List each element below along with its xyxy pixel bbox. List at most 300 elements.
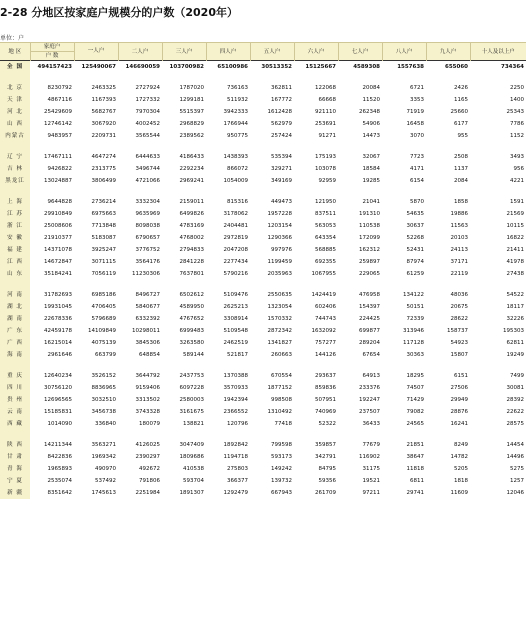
size-5-cell: 667943 bbox=[271, 490, 292, 496]
size-9-cell: 27506 bbox=[450, 385, 468, 391]
size-7-cell: 31175 bbox=[362, 466, 380, 472]
size-6-cell: 643354 bbox=[315, 235, 336, 241]
households-cell: 4867116 bbox=[47, 97, 72, 103]
size-8-cell: 54635 bbox=[406, 211, 424, 217]
region-name: 重 庆 bbox=[0, 370, 30, 382]
size-10-cell: 18117 bbox=[506, 304, 524, 310]
size-2-cell: 9635969 bbox=[135, 211, 160, 217]
size-1-cell: 7056119 bbox=[91, 271, 116, 277]
size-9-cell: 158737 bbox=[447, 328, 468, 334]
size-5-cell: 2035963 bbox=[267, 271, 292, 277]
size-1-cell: 4706405 bbox=[91, 304, 116, 310]
size-10-cell: 22622 bbox=[506, 409, 524, 415]
size-6-cell: 293637 bbox=[315, 373, 336, 379]
size-1-cell: 3526152 bbox=[91, 373, 116, 379]
size-6-cell: 1067955 bbox=[311, 271, 336, 277]
size-4-cell: 2277434 bbox=[223, 259, 248, 265]
size-3-cell: 4589950 bbox=[179, 304, 204, 310]
size-7-cell: 77679 bbox=[362, 442, 380, 448]
spacer-cell bbox=[0, 187, 30, 196]
table-row bbox=[0, 313, 526, 325]
size-8-cell: 72339 bbox=[406, 316, 424, 322]
size-1-cell: 8836965 bbox=[91, 385, 116, 391]
households-cell: 12640234 bbox=[44, 373, 72, 379]
size-7-cell: 19521 bbox=[362, 478, 380, 484]
size-10-cell: 12046 bbox=[506, 490, 524, 496]
size-4-cell: 1942394 bbox=[223, 397, 248, 403]
households-cell: 12696565 bbox=[44, 397, 72, 403]
size-6-cell: 602406 bbox=[315, 304, 336, 310]
households-cell: 35184241 bbox=[44, 271, 72, 277]
size-7-cell: 192247 bbox=[359, 397, 380, 403]
table-row bbox=[0, 163, 526, 175]
size-6-cell: 744743 bbox=[315, 316, 336, 322]
size-4-cell: 1054009 bbox=[223, 178, 248, 184]
size-3-cell: 1299181 bbox=[179, 97, 204, 103]
size-9-cell: 22119 bbox=[450, 271, 468, 277]
size-4-cell: 3570933 bbox=[223, 385, 248, 391]
size-3-cell: 7637801 bbox=[179, 271, 204, 277]
size-8-cell: 7723 bbox=[410, 154, 424, 160]
size-7-cell: 20084 bbox=[362, 85, 380, 91]
size-6-cell: 66668 bbox=[318, 97, 336, 103]
size-4-cell: 5109548 bbox=[223, 328, 248, 334]
size-7-cell: 289204 bbox=[359, 340, 380, 346]
size-9-cell: 29949 bbox=[450, 397, 468, 403]
size-5-cell: 349169 bbox=[271, 178, 292, 184]
size-1-cell: 3563271 bbox=[91, 442, 116, 448]
table-row bbox=[0, 106, 526, 118]
size-5-cell: 1341827 bbox=[267, 340, 292, 346]
size-6-cell: 563053 bbox=[315, 223, 336, 229]
table-row bbox=[0, 244, 526, 256]
table-row bbox=[0, 232, 526, 244]
header-size-8: 八人户 bbox=[382, 43, 426, 61]
size-4-cell: 736163 bbox=[227, 85, 248, 91]
size-8-cell: 71919 bbox=[406, 109, 424, 115]
size-5-cell: 998508 bbox=[271, 397, 292, 403]
households-cell: 22678336 bbox=[44, 316, 72, 322]
size-9-cell: 25660 bbox=[450, 109, 468, 115]
size-9-cell: 37171 bbox=[450, 259, 468, 265]
size-4-cell: 1892842 bbox=[223, 442, 248, 448]
size-2-cell: 9159406 bbox=[135, 385, 160, 391]
region-name: 贵 州 bbox=[0, 394, 30, 406]
size-1-cell: 2736214 bbox=[91, 199, 116, 205]
size-3-cell: 2437753 bbox=[179, 373, 204, 379]
group-spacer bbox=[0, 280, 526, 289]
size-9-cell: 955 bbox=[457, 133, 468, 139]
region-name: 宁 夏 bbox=[0, 475, 30, 487]
size-6-cell: 121950 bbox=[315, 199, 336, 205]
size-1-cell: 2313775 bbox=[91, 166, 116, 172]
size-9-cell: 28622 bbox=[450, 316, 468, 322]
size-3-cell: 1809686 bbox=[179, 454, 204, 460]
national-total-row bbox=[0, 61, 526, 74]
size-4-cell: 3178062 bbox=[223, 211, 248, 217]
size-6-cell: 103078 bbox=[315, 166, 336, 172]
size-10-cell: 10115 bbox=[506, 223, 524, 229]
region-name: 天 津 bbox=[0, 94, 30, 106]
size-6-cell: 253691 bbox=[315, 121, 336, 127]
size-8-cell: 61259 bbox=[406, 271, 424, 277]
size-7-cell: 172099 bbox=[359, 235, 380, 241]
table-row bbox=[0, 151, 526, 163]
size-2-cell: 3332304 bbox=[135, 199, 160, 205]
size-10-cell: 3493 bbox=[510, 154, 524, 160]
size-4-cell: 3308914 bbox=[223, 316, 248, 322]
size-10-cell: 62811 bbox=[506, 340, 524, 346]
size-4-cell: 866072 bbox=[227, 166, 248, 172]
size-8-cell: 313946 bbox=[403, 328, 424, 334]
size-5-cell: 1290366 bbox=[267, 235, 292, 241]
size-8-cell: 11818 bbox=[406, 466, 424, 472]
table-row bbox=[0, 394, 526, 406]
table-row bbox=[0, 487, 526, 499]
households-cell: 14211344 bbox=[44, 442, 72, 448]
size-10-cell: 5275 bbox=[510, 466, 524, 472]
table-row bbox=[0, 325, 526, 337]
size-5-cell: 77418 bbox=[274, 421, 292, 427]
table-row bbox=[0, 208, 526, 220]
size-8-cell: 29741 bbox=[406, 490, 424, 496]
households-cell: 2535074 bbox=[47, 478, 72, 484]
size-6-cell: 84795 bbox=[318, 466, 336, 472]
table-row bbox=[0, 439, 526, 451]
region-name: 内蒙古 bbox=[0, 130, 30, 142]
size-10-cell: 7786 bbox=[510, 121, 524, 127]
size-6-cell: 859836 bbox=[315, 385, 336, 391]
size-7-cell: 262348 bbox=[359, 109, 380, 115]
households-cell: 42459178 bbox=[44, 328, 72, 334]
size-6-cell: 15125667 bbox=[305, 64, 336, 70]
size-3-cell: 6502612 bbox=[179, 292, 204, 298]
size-4-cell: 1766944 bbox=[223, 121, 248, 127]
region-name: 山 西 bbox=[0, 118, 30, 130]
size-4-cell: 1194718 bbox=[223, 454, 248, 460]
size-2-cell: 6332392 bbox=[135, 316, 160, 322]
spacer-cell bbox=[0, 361, 30, 370]
table-row bbox=[0, 175, 526, 187]
region-name: 黑龙江 bbox=[0, 175, 30, 187]
size-4-cell: 5790216 bbox=[223, 271, 248, 277]
households-cell: 17467111 bbox=[44, 154, 72, 160]
size-3-cell: 103700982 bbox=[169, 64, 204, 70]
households-cell: 15185831 bbox=[44, 409, 72, 415]
size-9-cell: 11563 bbox=[450, 223, 468, 229]
households-cell: 25429609 bbox=[44, 109, 72, 115]
size-8-cell: 87974 bbox=[406, 259, 424, 265]
header-households: 户 数 bbox=[30, 52, 74, 61]
size-10-cell: 4221 bbox=[510, 178, 524, 184]
header-size-1: 一人户 bbox=[74, 43, 118, 61]
households-cell: 8351642 bbox=[47, 490, 72, 496]
size-8-cell: 52431 bbox=[406, 247, 424, 253]
size-3-cell: 2159011 bbox=[179, 199, 204, 205]
size-1-cell: 5682767 bbox=[91, 109, 116, 115]
size-7-cell: 19285 bbox=[362, 178, 380, 184]
size-2-cell: 3743328 bbox=[135, 409, 160, 415]
size-10-cell: 16822 bbox=[506, 235, 524, 241]
size-5-cell: 362811 bbox=[271, 85, 292, 91]
unit-label: 单位：户 bbox=[0, 35, 25, 42]
size-10-cell: 30081 bbox=[506, 385, 524, 391]
households-cell: 14672847 bbox=[44, 259, 72, 265]
region-name: 吉 林 bbox=[0, 163, 30, 175]
size-1-cell: 14109849 bbox=[88, 328, 116, 334]
size-1-cell: 490970 bbox=[95, 466, 116, 472]
size-4-cell: 2462519 bbox=[223, 340, 248, 346]
size-10-cell: 25343 bbox=[506, 109, 524, 115]
size-5-cell: 1199459 bbox=[267, 259, 292, 265]
size-1-cell: 2209731 bbox=[91, 133, 116, 139]
size-2-cell: 648854 bbox=[139, 352, 160, 358]
size-4-cell: 1438393 bbox=[223, 154, 248, 160]
size-2-cell: 492672 bbox=[139, 466, 160, 472]
size-9-cell: 5205 bbox=[454, 466, 468, 472]
size-6-cell: 757277 bbox=[315, 340, 336, 346]
size-10-cell: 19249 bbox=[506, 352, 524, 358]
size-3-cell: 410538 bbox=[183, 466, 204, 472]
size-5-cell: 997976 bbox=[271, 247, 292, 253]
size-10-cell: 28392 bbox=[506, 397, 524, 403]
table-row bbox=[0, 451, 526, 463]
region-name: 江 苏 bbox=[0, 208, 30, 220]
size-2-cell: 180079 bbox=[139, 421, 160, 427]
spacer-cell bbox=[30, 430, 526, 439]
size-4-cell: 950775 bbox=[227, 133, 248, 139]
size-5-cell: 1203154 bbox=[267, 223, 292, 229]
spacer-cell bbox=[30, 361, 526, 370]
size-4-cell: 275803 bbox=[227, 466, 248, 472]
size-8-cell: 16458 bbox=[406, 121, 424, 127]
region-name: 河 南 bbox=[0, 289, 30, 301]
table-row bbox=[0, 475, 526, 487]
header-size-6: 六人户 bbox=[294, 43, 338, 61]
size-3-cell: 2841228 bbox=[179, 259, 204, 265]
size-7-cell: 699877 bbox=[359, 328, 380, 334]
header-size-9: 九人户 bbox=[426, 43, 470, 61]
size-3-cell: 589144 bbox=[183, 352, 204, 358]
size-9-cell: 2084 bbox=[454, 178, 468, 184]
size-7-cell: 97211 bbox=[362, 490, 380, 496]
size-8-cell: 3070 bbox=[410, 133, 424, 139]
region-name: 青 海 bbox=[0, 463, 30, 475]
size-2-cell: 4126025 bbox=[135, 442, 160, 448]
table-row bbox=[0, 220, 526, 232]
size-8-cell: 134122 bbox=[403, 292, 424, 298]
size-7-cell: 64913 bbox=[362, 373, 380, 379]
group-spacer bbox=[0, 430, 526, 439]
size-9-cell: 28876 bbox=[450, 409, 468, 415]
region-name: 海 南 bbox=[0, 349, 30, 361]
size-8-cell: 1557638 bbox=[397, 64, 424, 70]
size-5-cell: 149242 bbox=[271, 466, 292, 472]
size-2-cell: 3565544 bbox=[135, 133, 160, 139]
size-9-cell: 2426 bbox=[454, 85, 468, 91]
households-cell: 13024887 bbox=[44, 178, 72, 184]
table-row bbox=[0, 82, 526, 94]
households-cell: 494157423 bbox=[37, 64, 72, 70]
size-2-cell: 3564176 bbox=[135, 259, 160, 265]
households-cell: 2961646 bbox=[47, 352, 72, 358]
size-10-cell: 32226 bbox=[506, 316, 524, 322]
size-3-cell: 2794833 bbox=[179, 247, 204, 253]
size-9-cell: 6177 bbox=[454, 121, 468, 127]
size-7-cell: 67654 bbox=[362, 352, 380, 358]
table-row bbox=[0, 349, 526, 361]
size-3-cell: 2580003 bbox=[179, 397, 204, 403]
region-name: 上 海 bbox=[0, 196, 30, 208]
size-8-cell: 74507 bbox=[406, 385, 424, 391]
size-8-cell: 6154 bbox=[410, 178, 424, 184]
size-9-cell: 48036 bbox=[450, 292, 468, 298]
table-title: 2-28 分地区按家庭户规模分的户数（2020年） bbox=[0, 6, 238, 19]
households-cell: 9644828 bbox=[47, 199, 72, 205]
size-6-cell: 92959 bbox=[318, 178, 336, 184]
size-3-cell: 593704 bbox=[183, 478, 204, 484]
size-4-cell: 1370388 bbox=[223, 373, 248, 379]
size-4-cell: 120796 bbox=[227, 421, 248, 427]
size-1-cell: 3456738 bbox=[91, 409, 116, 415]
size-5-cell: 1877152 bbox=[267, 385, 292, 391]
size-5-cell: 670554 bbox=[271, 373, 292, 379]
size-4-cell: 521817 bbox=[227, 352, 248, 358]
size-10-cell: 21569 bbox=[506, 211, 524, 217]
size-7-cell: 36433 bbox=[362, 421, 380, 427]
size-10-cell: 14496 bbox=[506, 454, 524, 460]
size-3-cell: 6999483 bbox=[179, 328, 204, 334]
households-cell: 8230792 bbox=[47, 85, 72, 91]
size-10-cell: 195303 bbox=[503, 328, 524, 334]
households-cell: 1014090 bbox=[47, 421, 72, 427]
size-2-cell: 6790657 bbox=[135, 235, 160, 241]
size-7-cell: 476958 bbox=[359, 292, 380, 298]
size-2-cell: 791806 bbox=[139, 478, 160, 484]
group-spacer bbox=[0, 361, 526, 370]
table-row bbox=[0, 337, 526, 349]
size-8-cell: 71429 bbox=[406, 397, 424, 403]
size-6-cell: 921110 bbox=[315, 109, 336, 115]
size-8-cell: 6811 bbox=[410, 478, 424, 484]
size-10-cell: 1152 bbox=[510, 133, 524, 139]
size-3-cell: 138821 bbox=[183, 421, 204, 427]
size-1-cell: 1167393 bbox=[91, 97, 116, 103]
region-name: 新 疆 bbox=[0, 487, 30, 499]
size-9-cell: 24113 bbox=[450, 247, 468, 253]
size-2-cell: 3845306 bbox=[135, 340, 160, 346]
size-2-cell: 3313502 bbox=[135, 397, 160, 403]
size-9-cell: 14782 bbox=[450, 454, 468, 460]
size-9-cell: 655060 bbox=[445, 64, 468, 70]
size-3-cell: 4768002 bbox=[179, 235, 204, 241]
size-2-cell: 5840677 bbox=[135, 304, 160, 310]
size-2-cell: 8098038 bbox=[135, 223, 160, 229]
table-row bbox=[0, 463, 526, 475]
region-name: 北 京 bbox=[0, 82, 30, 94]
size-6-cell: 507951 bbox=[315, 397, 336, 403]
size-6-cell: 1632092 bbox=[311, 328, 336, 334]
households-cell: 29910849 bbox=[44, 211, 72, 217]
size-7-cell: 14473 bbox=[362, 133, 380, 139]
size-3-cell: 3047409 bbox=[179, 442, 204, 448]
households-cell: 31782693 bbox=[44, 292, 72, 298]
size-7-cell: 110538 bbox=[359, 223, 380, 229]
size-1-cell: 663799 bbox=[95, 352, 116, 358]
households-cell: 14371078 bbox=[44, 247, 72, 253]
size-7-cell: 162312 bbox=[359, 247, 380, 253]
households-cell: 9426822 bbox=[47, 166, 72, 172]
header-size-3: 三人户 bbox=[162, 43, 206, 61]
size-5-cell: 1612428 bbox=[267, 109, 292, 115]
header-region: 地 区 bbox=[0, 43, 30, 61]
size-5-cell: 593173 bbox=[271, 454, 292, 460]
households-cell: 9483957 bbox=[47, 133, 72, 139]
size-5-cell: 1570332 bbox=[267, 316, 292, 322]
size-4-cell: 65100986 bbox=[217, 64, 248, 70]
size-3-cell: 6499826 bbox=[179, 211, 204, 217]
size-4-cell: 2404481 bbox=[223, 223, 248, 229]
size-9-cell: 1858 bbox=[454, 199, 468, 205]
size-5-cell: 139732 bbox=[271, 478, 292, 484]
size-9-cell: 16241 bbox=[450, 421, 468, 427]
size-8-cell: 5870 bbox=[410, 199, 424, 205]
size-1-cell: 5796689 bbox=[91, 316, 116, 322]
group-spacer bbox=[0, 187, 526, 196]
size-3-cell: 3161675 bbox=[179, 409, 204, 415]
size-2-cell: 2390297 bbox=[135, 454, 160, 460]
size-5-cell: 562979 bbox=[271, 121, 292, 127]
size-9-cell: 1818 bbox=[454, 478, 468, 484]
size-9-cell: 54923 bbox=[450, 340, 468, 346]
header-size-5: 五人户 bbox=[250, 43, 294, 61]
size-4-cell: 5109476 bbox=[223, 292, 248, 298]
size-7-cell: 21041 bbox=[362, 199, 380, 205]
size-9-cell: 20103 bbox=[450, 235, 468, 241]
size-5-cell: 2872342 bbox=[267, 328, 292, 334]
table-row bbox=[0, 301, 526, 313]
size-8-cell: 50151 bbox=[406, 304, 424, 310]
region-name: 广 西 bbox=[0, 337, 30, 349]
size-3-cell: 2968829 bbox=[179, 121, 204, 127]
region-name: 河 北 bbox=[0, 106, 30, 118]
size-2-cell: 2727924 bbox=[135, 85, 160, 91]
size-3-cell: 6097228 bbox=[179, 385, 204, 391]
size-7-cell: 54906 bbox=[362, 121, 380, 127]
size-8-cell: 6721 bbox=[410, 85, 424, 91]
region-name: 云 南 bbox=[0, 406, 30, 418]
size-9-cell: 19886 bbox=[450, 211, 468, 217]
header-family-households: 家庭户 bbox=[30, 43, 74, 52]
size-9-cell: 8249 bbox=[454, 442, 468, 448]
size-1-cell: 3032510 bbox=[91, 397, 116, 403]
size-2-cell: 11230306 bbox=[132, 271, 160, 277]
size-1-cell: 125490067 bbox=[81, 64, 116, 70]
size-4-cell: 511932 bbox=[227, 97, 248, 103]
size-8-cell: 4171 bbox=[410, 166, 424, 172]
size-2-cell: 7970304 bbox=[135, 109, 160, 115]
size-2-cell: 2251984 bbox=[135, 490, 160, 496]
size-7-cell: 259897 bbox=[359, 259, 380, 265]
size-6-cell: 568885 bbox=[315, 247, 336, 253]
size-4-cell: 2625213 bbox=[223, 304, 248, 310]
size-1-cell: 1745613 bbox=[91, 490, 116, 496]
header-size-7: 七人户 bbox=[338, 43, 382, 61]
households-cell: 1965893 bbox=[47, 466, 72, 472]
size-1-cell: 6985186 bbox=[91, 292, 116, 298]
households-cell: 19931045 bbox=[44, 304, 72, 310]
table-body bbox=[0, 61, 526, 500]
